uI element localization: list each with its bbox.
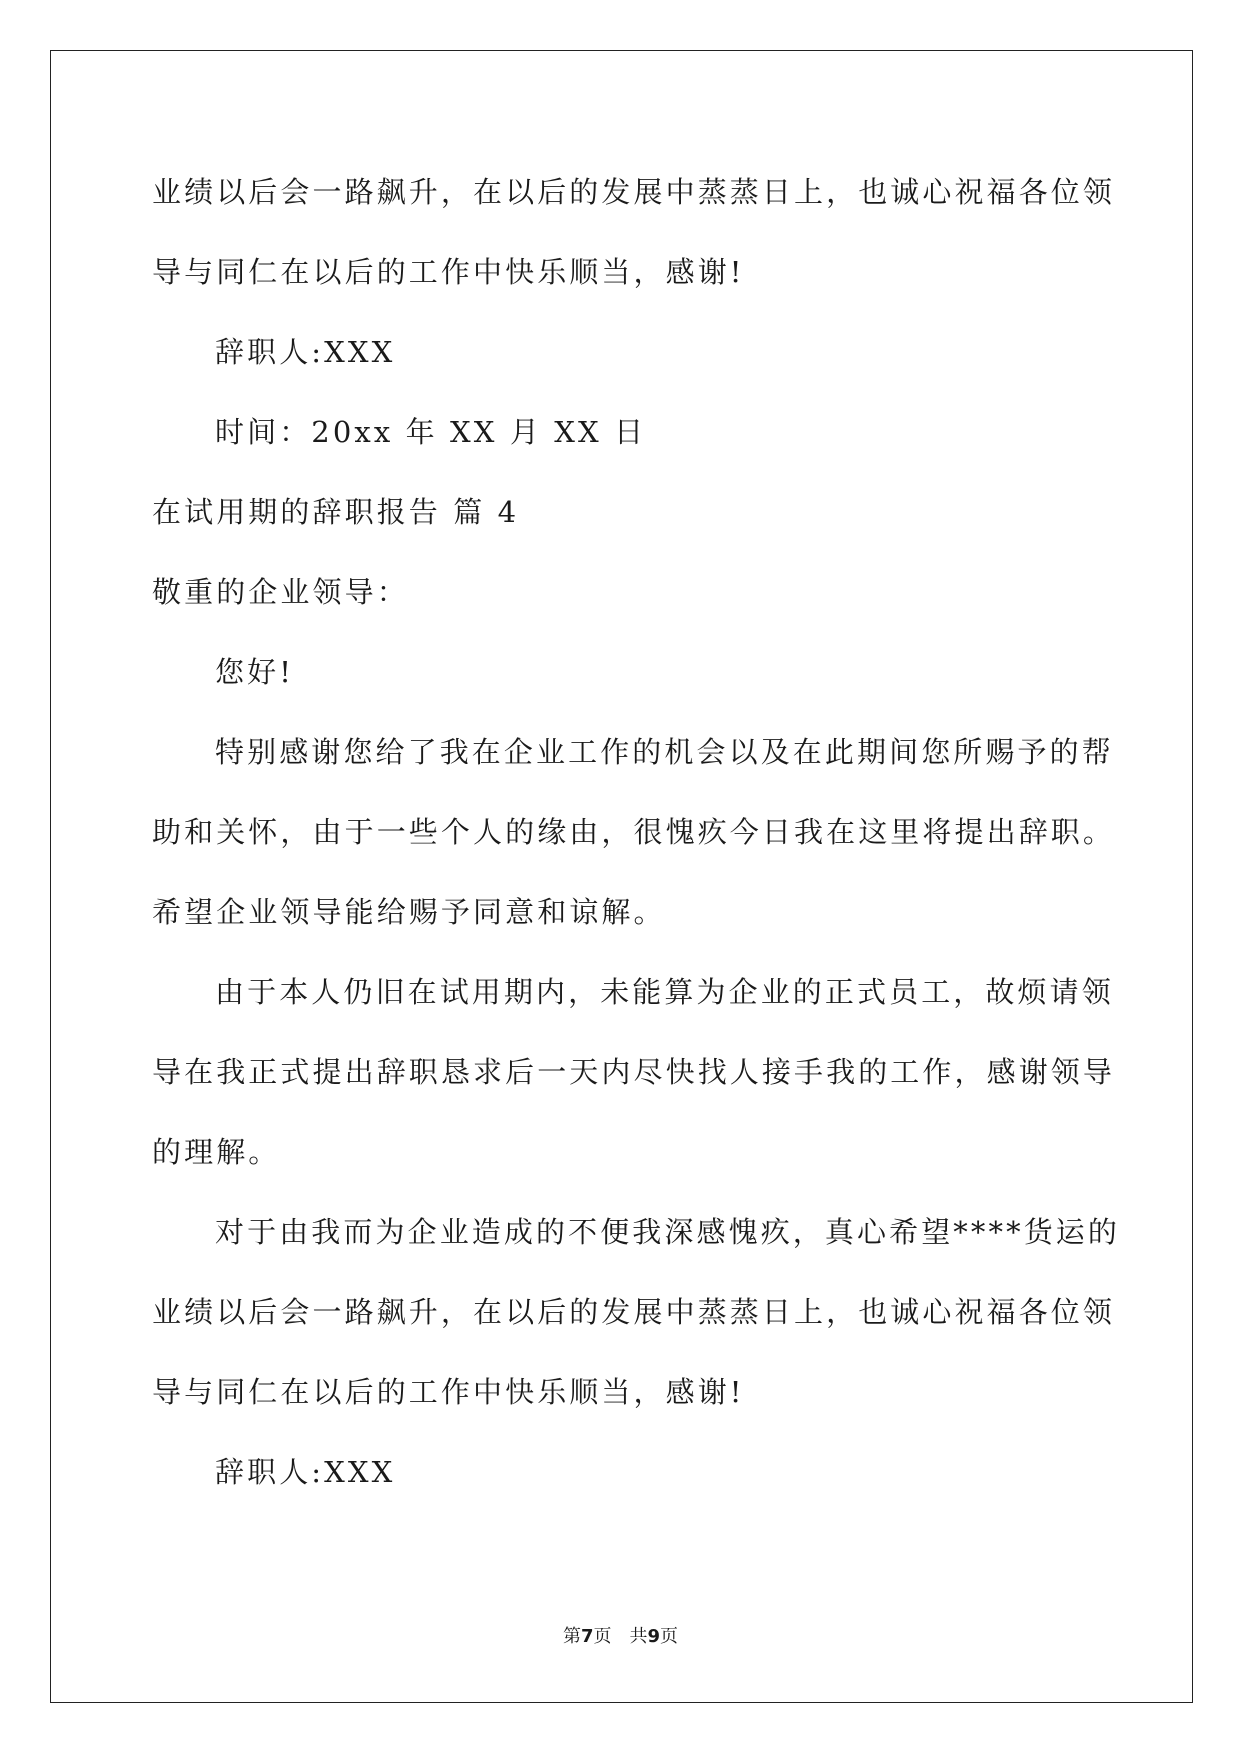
salutation: 敬重的企业领导： xyxy=(152,575,409,609)
paragraph-line: 特别感谢您给了我在企业工作的机会以及在此期间您所赐予的帮 xyxy=(215,735,1114,769)
footer-prefix: 第 xyxy=(562,1626,581,1647)
paragraph-line: 导与同仁在以后的工作中快乐顺当，感谢! xyxy=(152,255,745,289)
paragraph-line: 导与同仁在以后的工作中快乐顺当，感谢! xyxy=(152,1375,745,1409)
paragraph-line: 助和关怀，由于一些个人的缘由，很愧疚今日我在这里将提出辞职。 xyxy=(152,815,1116,849)
footer-suffix: 页 xyxy=(660,1626,679,1647)
paragraph-line: 的理解。 xyxy=(152,1135,281,1169)
total-page-number: 9 xyxy=(647,1626,661,1647)
footer-middle: 页 共 xyxy=(593,1626,648,1647)
date-line: 时间：20xx 年 XX 月 XX 日 xyxy=(215,415,647,449)
paragraph-line: 对于由我而为企业造成的不便我深感愧疚，真心希望****货运的 xyxy=(215,1215,1121,1249)
section-heading: 在试用期的辞职报告 篇 4 xyxy=(152,495,520,529)
paragraph-line: 由于本人仍旧在试用期内，未能算为企业的正式员工，故烦请领 xyxy=(215,975,1114,1009)
current-page-number: 7 xyxy=(580,1626,594,1647)
paragraph-line: 业绩以后会一路飙升，在以后的发展中蒸蒸日上，也诚心祝福各位领 xyxy=(152,1295,1116,1329)
paragraph-line: 导在我正式提出辞职恳求后一天内尽快找人接手我的工作，感谢领导 xyxy=(152,1055,1116,1089)
page-footer xyxy=(0,1625,1241,1649)
signature-line: 辞职人:XXX xyxy=(215,1455,396,1489)
paragraph-line: 业绩以后会一路飙升，在以后的发展中蒸蒸日上，也诚心祝福各位领 xyxy=(152,175,1116,209)
paragraph-line: 希望企业领导能给赐予同意和谅解。 xyxy=(152,895,666,929)
signature-line: 辞职人:XXX xyxy=(215,335,396,369)
greeting: 您好! xyxy=(215,655,294,689)
